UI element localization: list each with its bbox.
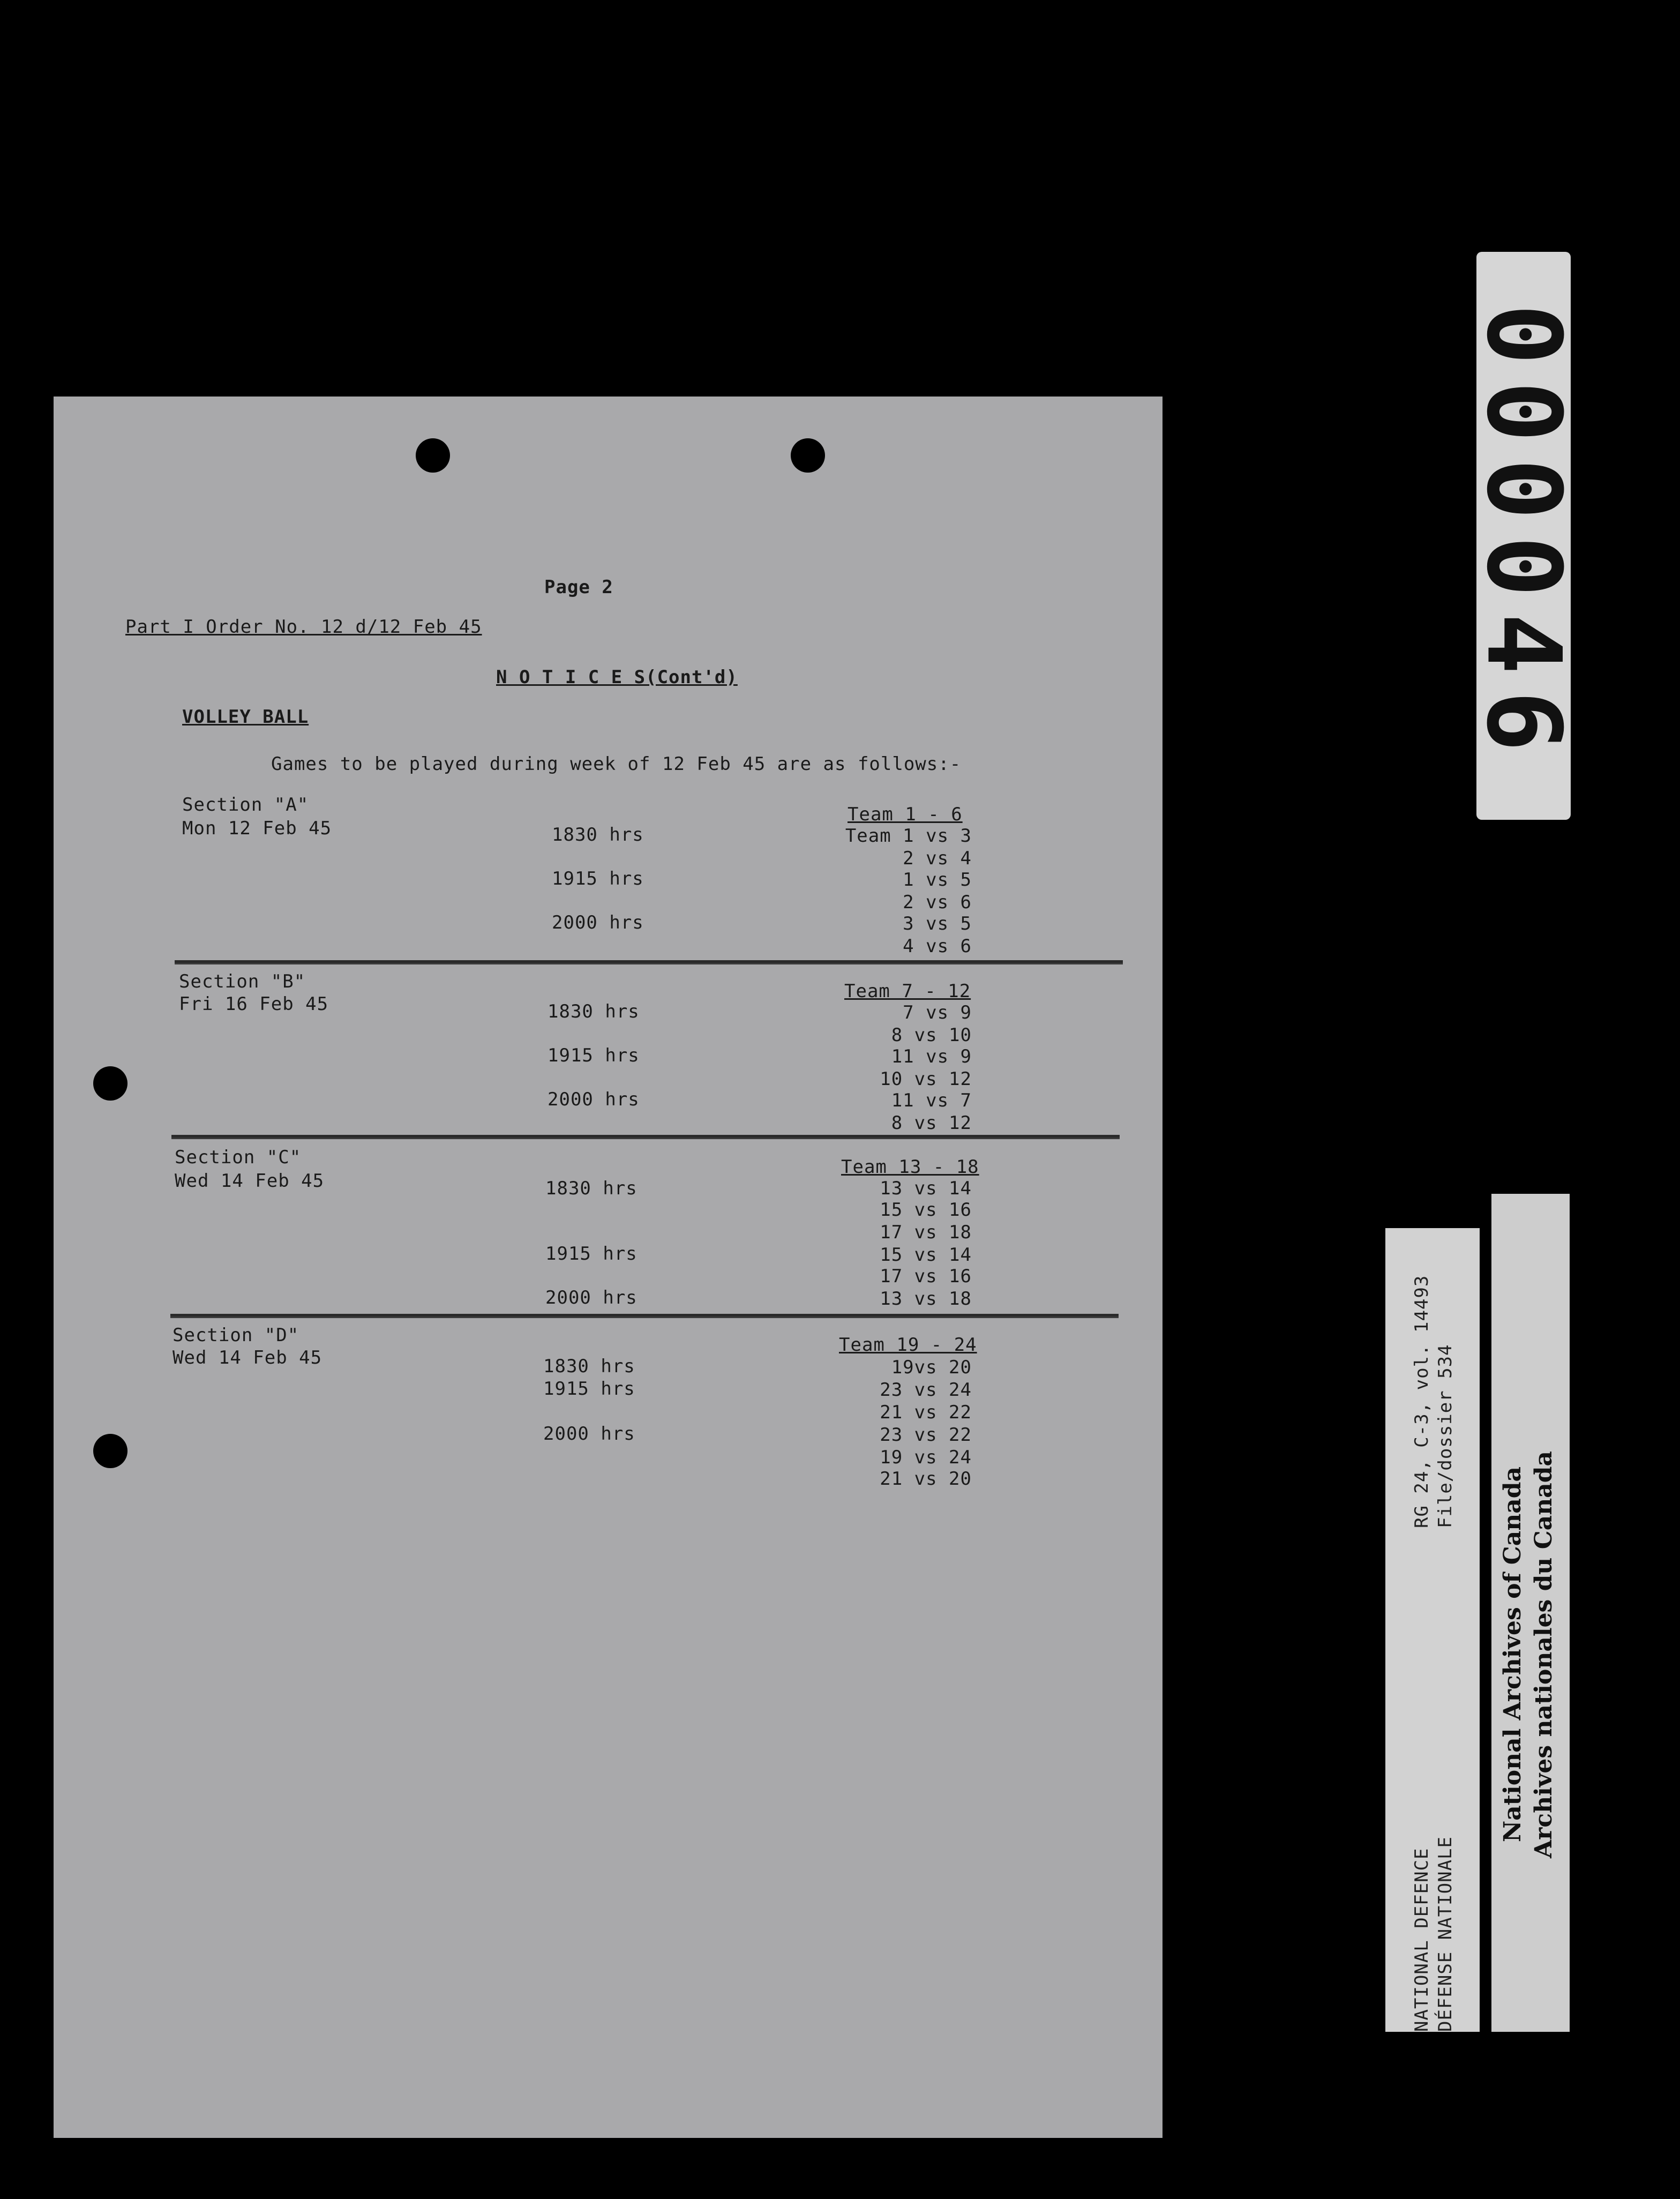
section-name: Section "C" xyxy=(175,1147,302,1168)
file-reference: File/dossier 534 xyxy=(1435,1344,1456,1528)
time-slot: 1830 hrs xyxy=(543,1356,635,1377)
punch-hole-middle xyxy=(93,1066,128,1101)
section-divider xyxy=(175,960,1123,964)
intro-text: Games to be played during week of 12 Feb 45 are as follows:- xyxy=(271,753,962,775)
game: 13 vs 18 xyxy=(880,1288,972,1310)
game: 4 vs 6 xyxy=(903,936,972,957)
team-range: Team 13 - 18 xyxy=(841,1156,979,1178)
game: 11 vs 7 xyxy=(891,1090,972,1111)
game: 10 vs 12 xyxy=(880,1068,972,1090)
game: 21 vs 20 xyxy=(880,1468,972,1490)
game: 23 vs 24 xyxy=(880,1379,972,1401)
game: 8 vs 10 xyxy=(891,1024,972,1046)
game: 11 vs 9 xyxy=(891,1046,972,1067)
archive-name-french: Archives nationales du Canada xyxy=(1530,1450,1557,1858)
time-slot: 1915 hrs xyxy=(548,1045,640,1066)
time-slot: 1915 hrs xyxy=(545,1243,638,1265)
section-divider xyxy=(171,1135,1120,1139)
record-group-reference: RG 24, C-3, vol. 14493 xyxy=(1411,1275,1432,1528)
section-name: Section "A" xyxy=(182,794,309,816)
section-date: Wed 14 Feb 45 xyxy=(172,1347,322,1368)
game: 7 vs 9 xyxy=(903,1002,972,1023)
time-slot: 1830 hrs xyxy=(548,1001,640,1022)
time-slot: 2000 hrs xyxy=(545,1287,638,1308)
frame-number-card xyxy=(1464,252,1583,820)
time-slot: 2000 hrs xyxy=(548,1089,640,1110)
game: 17 vs 16 xyxy=(880,1266,972,1287)
game: 17 vs 18 xyxy=(880,1222,972,1243)
frame-number: 000046 xyxy=(1464,303,1583,768)
game: 3 vs 5 xyxy=(903,913,972,934)
game: 2 vs 4 xyxy=(903,848,972,869)
game: Team 1 vs 3 xyxy=(845,825,972,847)
order-reference: Part I Order No. 12 d/12 Feb 45 xyxy=(125,616,482,638)
document-page xyxy=(54,397,1162,2138)
time-slot: 2000 hrs xyxy=(543,1423,635,1445)
punch-hole-top-left xyxy=(416,438,450,473)
page-label: Page 2 xyxy=(544,577,613,598)
game: 15 vs 16 xyxy=(880,1199,972,1221)
team-range: Team 7 - 12 xyxy=(844,981,971,1002)
section-heading: VOLLEY BALL xyxy=(182,706,309,728)
section-name: Section "D" xyxy=(172,1325,299,1346)
archive-name-english: National Archives of Canada xyxy=(1499,1466,1526,1842)
archive-name-label xyxy=(1491,1194,1570,2032)
punch-hole-lower xyxy=(93,1434,128,1468)
game: 19vs 20 xyxy=(891,1357,972,1378)
section-name: Section "B" xyxy=(179,971,306,992)
section-date: Mon 12 Feb 45 xyxy=(182,818,332,839)
time-slot: 1830 hrs xyxy=(552,824,644,846)
game: 23 vs 22 xyxy=(880,1424,972,1446)
department-french: DÉFENSE NATIONALE xyxy=(1435,1836,1456,2032)
game: 21 vs 22 xyxy=(880,1402,972,1423)
time-slot: 2000 hrs xyxy=(552,912,644,933)
game: 8 vs 12 xyxy=(891,1112,972,1134)
time-slot: 1830 hrs xyxy=(545,1178,638,1199)
team-range: Team 1 - 6 xyxy=(848,804,963,825)
game: 13 vs 14 xyxy=(880,1178,972,1199)
department-english: NATIONAL DEFENCE xyxy=(1411,1848,1432,2032)
time-slot: 1915 hrs xyxy=(543,1378,635,1400)
archive-reference-label xyxy=(1385,1228,1480,2032)
team-range: Team 19 - 24 xyxy=(839,1334,977,1356)
time-slot: 1915 hrs xyxy=(552,868,644,889)
game: 19 vs 24 xyxy=(880,1447,972,1468)
notices-title: N O T I C E S(Cont'd) xyxy=(496,667,738,688)
game: 2 vs 6 xyxy=(903,892,972,913)
game: 1 vs 5 xyxy=(903,869,972,891)
game: 15 vs 14 xyxy=(880,1244,972,1266)
section-divider xyxy=(170,1314,1119,1318)
section-date: Wed 14 Feb 45 xyxy=(175,1170,325,1192)
punch-hole-top-right xyxy=(791,438,825,473)
section-date: Fri 16 Feb 45 xyxy=(179,993,329,1015)
